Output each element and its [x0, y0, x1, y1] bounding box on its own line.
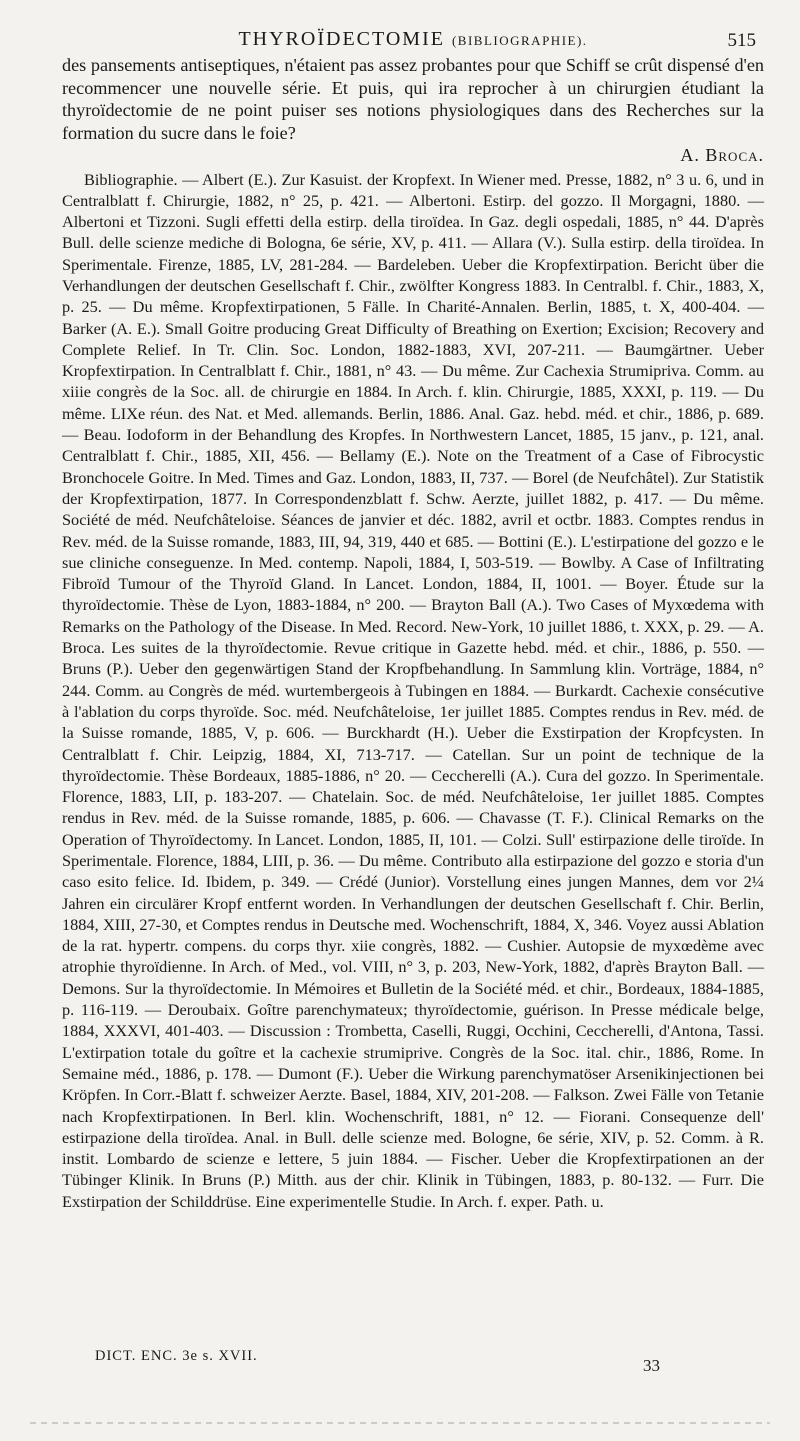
- page-number: 515: [727, 30, 756, 51]
- bleed-through-line: [30, 1422, 770, 1424]
- signature-mark: 33: [643, 1356, 660, 1375]
- bibliography: Bibliographie. — Albert (E.). Zur Kasuist. der Kropfext. In Wiener med. Presse, 1882, n° 3 u. 6, und in Centralblatt f. Chirurgie, 1882, n° 25, p. 421. — Albertoni. Estirp. del gozzo. Il Morgagni, 1880. — Albertoni et Tizzoni. Sugli effetti della estirp. della tiroïdea. In Gaz. degli ospedali, 1885, n° 44. D'après Bull. delle scienze mediche di Bologna, 6e série, XV, p. 411. — Allara (V.). Sulla estirp. della tiroïdea. In Sperimentale. Firenze, 1885, LV, 281-284. — Bardeleben. Ueber die Kropfextirpation. Bericht über die Verhandlungen der deutschen Gesellschaft f. Chir., zwölfter Kongress 1883. In Centralbl. f. Chir., 1883, X, p. 25. — Du même. Kropfextirpationen, 5 Fälle. In Charité-Annalen. Berlin, 1885, t. X, 400-404. — Barker (A. E.). Small Goitre producing Great Difficulty of Breathing on Exertion; Excision; Recovery and Complete Relief. In Tr. Clin. Soc. London, 1882-1883, XVI, 207-211. — Baumgärtner. Ueber Kropfextirpation. In Centralblatt f. Chir., 1881, n° 43. — Du même. Zur Cachexia Strumipriva. Comm. au xiiie congrès de la Soc. all. de chirurgie en 1884. In Arch. f. klin. Chirurgie, 1885, XXXI, p. 119. — Du même. LIXe réun. des Nat. et Med. allemands. Berlin, 1886. Anal. Gaz. hebd. méd. et chir., 1886, p. 689. — Beau. Iodoform in der Behandlung des Kropfes. In Northwestern Lancet, 1885, 15 janv., p. 121, anal. Centralblatt f. Chir., 1885, XII, 456. — Bellamy (E.). Note on the Treatment of a Case of Fibrocystic Bronchocele Goitre. In Med. Times and Gaz. London, 1883, II, 737. — Borel (de Neufchâtel). Zur Statistik der Kropfextirpation, 1877. In Correspondenzblatt f. Schw. Aerzte, juillet 1882, p. 417. — Du même. Société de méd. Neufchâteloise. Séances de janvier et déc. 1882, avril et octbr. 1883. Comptes rendus in Rev. méd. de la Suisse romande, 1883, III, 94, 319, 440 et 685. — Bottini (E.). L'estirpatione del gozzo e le sue cliniche conseguenze. In Med. contemp. Napoli, 1884, I, 503-519. — Bowlby. A Case of Infiltrating Fibroïd Tumour of the Thyroïd Gland. In Lancet. London, 1884, II, 1001. — Boyer. Étude sur la thyroïdectomie. Thèse de Lyon, 1883-1884, n° 200. — Brayton Ball (A.). Two Cases of Myxœdema with Remarks on the Pathology of the Disease. In Med. Record. New-York, 10 juillet 1886, t. XXX, p. 29. — A. Broca. Les suites de la thyroïdectomie. Revue critique in Gazette hebd. méd. et chir., 1886, p. 550. — Bruns (P.). Ueber den gegenwärtigen Stand der Kropfbehandlung. In Sammlung klin. Vorträge, 1884, n° 244. Comm. au Congrès de méd. wurtembergeois à Tubingen en 1884. — Burkardt. Cachexie consécutive à l'ablation du corps thyroïde. Soc. méd. Neufchâteloise, 1er juillet 1885. Comptes rendus in Rev. méd. de la Suisse romande, 1885, V, p. 606. — Burckhardt (H.). Ueber die Exstirpation der Kropfcysten. In Centralblatt f. Chir. Leipzig, 1884, XI, 713-717. — Catellan. Sur un point de technique de la thyroïdectomie. Thèse Bordeaux, 1885-1886, n° 20. — Ceccherelli (A.). Cura del gozzo. In Sperimentale. Florence, 1883, LII, p. 183-207. — Chatelain. Soc. de méd. Neufchâteloise, 1er juillet 1885. Comptes rendus in Rev. méd. de la Suisse romande, 1885, p. 606. — Chavasse (T. F.). Clinical Remarks on the Operation of Thyroïdectomy. In Lancet. London, 1885, II, 101. — Colzi. Sull' estirpazione delle tiroïde. In Sperimentale. Florence, 1884, LIII, p. 36. — Du même. Contributo alla estirpazione del gozzo e storia d'un caso esito felice. Id. Ibidem, p. 349. — Crédé (Junior). Vorstellung eines jungen Mannes, dem vor 2¼ Jahren ein circulärer Kropf entfernt worden. In Verhandlungen der deutschen Gesellschaft f. Chir. Berlin, 1884, XIII, 27-30, et Comptes rendus in Deutsche med. Wochenschrift, 1884, X, 346. Voyez aussi Ablation de la rat. hypertr. compens. du corps thyr. xiie congrès, 1882. — Cushier. Autopsie de myxœdème avec atrophie thyroïdienne. In Arch. of Med., vol. VIII, n° 3, p. 203, New-York, 1882, d'après Brayton Ball. — Demons. Sur la thyroïdectomie. In Mémoires et Bulletin de la Société méd. et chir., Bordeaux, 1884-1885, p. 116-119. — Deroubaix. Goître parenchymateux; thyroïdectomie, guérison. In Presse médicale belge, 1884, XXXVI, 401-403. — Discussion : Trombetta, Caselli, Ruggi, Occhini, Ceccherelli, d'Antona, Tassi. L'extirpation totale du goître et la cachexie strumiprive. Congrès de la Soc. ital. chir., 1886, Rome. In Semaine méd., 1886, p. 178. — Dumont (F.). Ueber die Wirkung parenchymatöser Arsenikinjectionen bei Kröpfen. In Corr.-Blatt f. schweizer Aerzte. Basel, 1884, XIV, 201-208. — Falkson. Zwei Fälle von Tetanie nach Kropfextirpationen. In Berl. klin. Wochenschrift, 1881, n° 12. — Fiorani. Consequenze dell' estirpazione della tiroïdea. Anal. in Bull. delle scienze med. Bologne, 6e série, XIV, p. 52. Comm. à R. instit. Lombardo de scienze e lettere, 5 juin 1884. — Fischer. Ueber die Kropfextirpationen an der Tübinger Klinik. In Bruns (P.) Mitth. aus der chir. Klinik in Tübingen, 1883, p. 80-132. — Furr. Die Exstirpation der Schilddrüse. Eine experimentelle Studie. In Arch. f. exper. Path. u.: [62, 169, 764, 1211]
- body-text: [62, 54, 764, 167]
- intro-paragraph: des pansements antiseptiques, n'étaient pas assez probantes pour que Schiff se crût dispensé d'en recommencer une nouvelle série. Et puis, qui ira reprocher à un chirurgien étudiant la thyroïdectomie de ne point puiser ses notions physiologiques dans des Recherches sur la formation du sucre dans le foie?: [62, 55, 764, 143]
- page-title: THYROÏDECTOMIE (BIBLIOGRAPHIE).: [238, 28, 588, 50]
- author-signature: A. Broca.: [680, 145, 764, 165]
- running-footer: DICT. ENC. 3e s. XVII.: [95, 1348, 258, 1364]
- running-header: [62, 28, 764, 54]
- page-footer: [95, 1348, 764, 1378]
